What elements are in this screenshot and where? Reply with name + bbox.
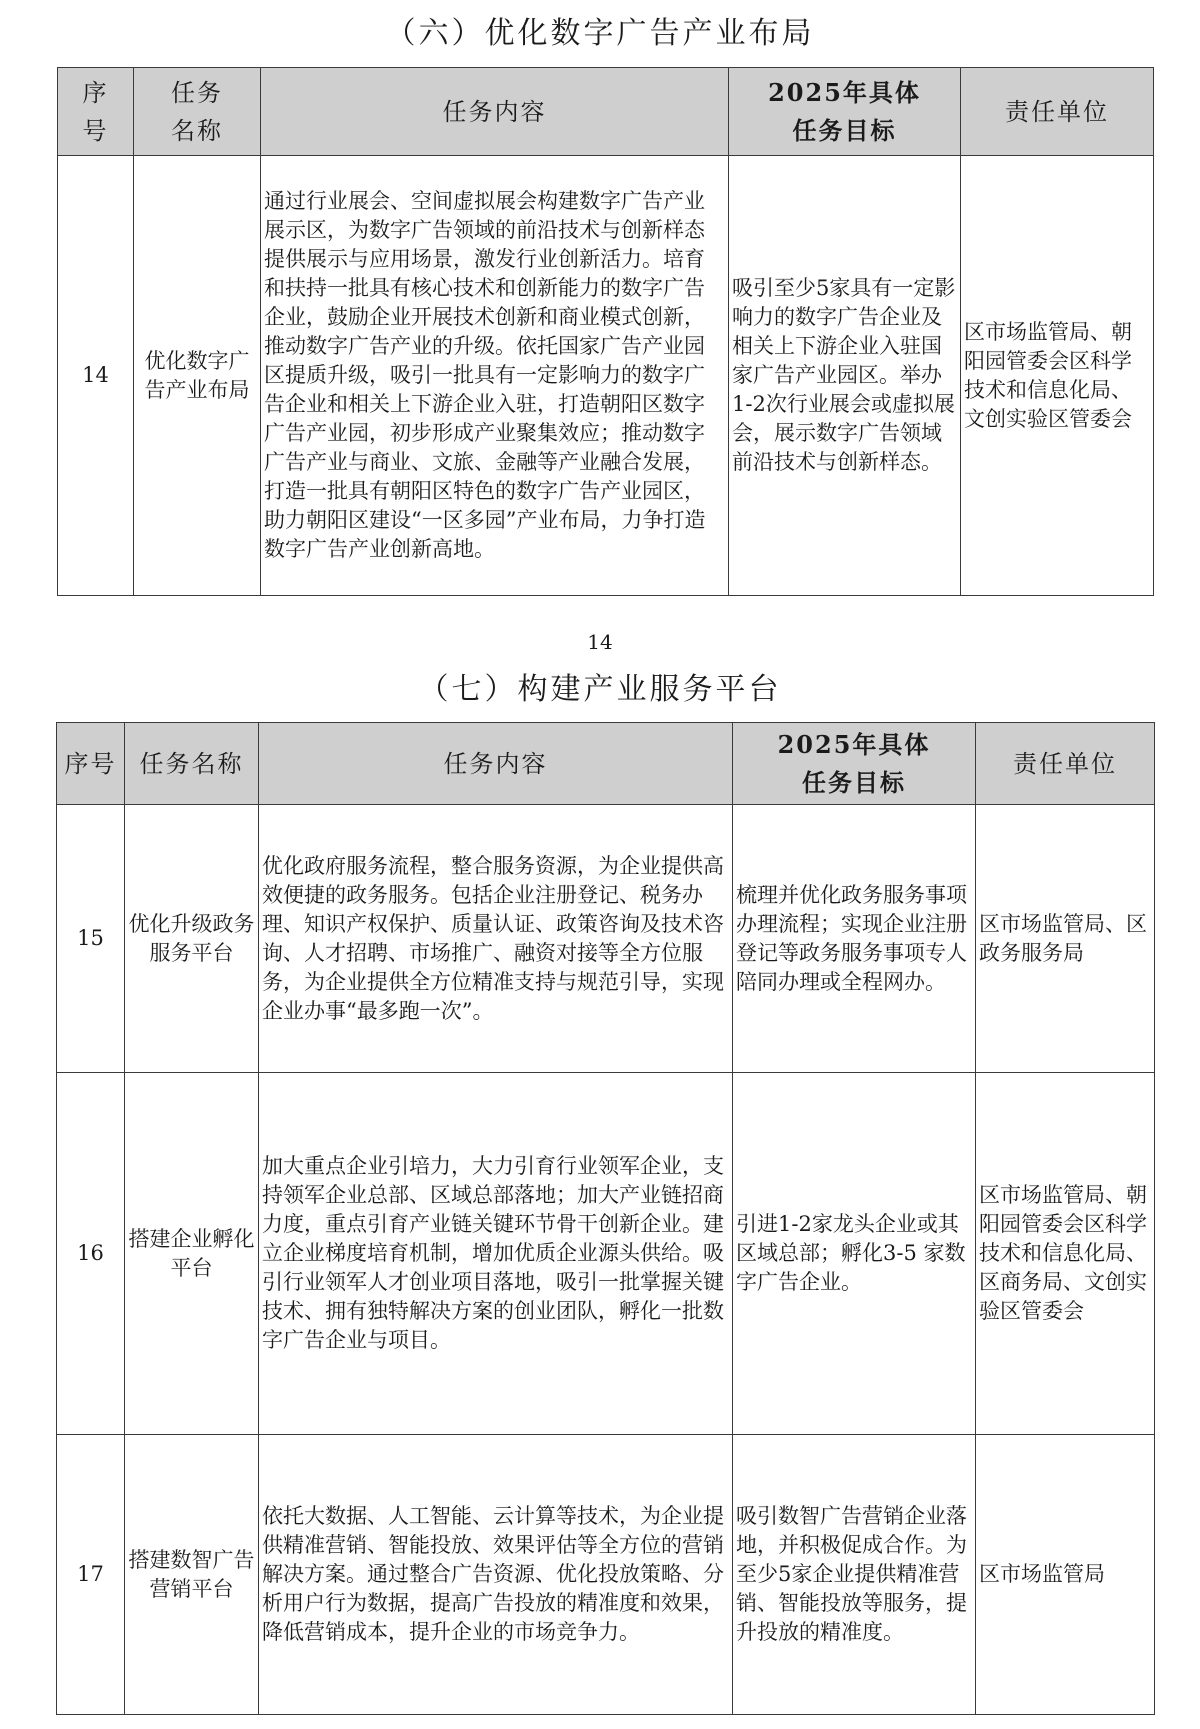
row-responsible-unit: 区市场监管局 [976,1435,1155,1715]
row-target: 吸引数智广告营销企业落地，并积极促成合作。为至少5家企业提供精准营销、智能投放等服务，提升投放的精准度。 [733,1435,976,1715]
task-table-section-6 [57,67,1154,596]
row-task-content: 通过行业展会、空间虚拟展会构建数字广告产业展示区，为数字广告领域的前沿技术与创新样态提供展示与应用场景，激发行业创新活力。培育和扶持一批具有核心技术和创新能力的数字广告企业，鼓励企业开展技术创新和商业模式创新，推动数字广告产业的升级。依托国家广告产业园区提质升级，吸引一批具有一定影响力的数字广告企业和相关上下游企业入驻，打造朝阳区数字广告产业园，初步形成产业聚集效应；推动数字广告产业与商业、文旅、金融等产业融合发展，打造一批具有朝阳区特色的数字广告产业园区，助力朝阳区建设“一区多园”产业布局，力争打造数字广告产业创新高地。 [261,156,729,596]
table-row [57,805,1155,1073]
header-target: 2025年具体 任务目标 [733,723,976,805]
row-task-content: 优化政府服务流程，整合服务资源，为企业提供高效便捷的政务服务。包括企业注册登记、税务办理、知识产权保护、质量认证、政策咨询及技术咨询、人才招聘、市场推广、融资对接等全方位服务，为企业提供全方位精准支持与规范引导，实现企业办事“最多跑一次”。 [259,805,733,1073]
section-title-6: （六）优化数字广告产业布局 [385,16,815,51]
section-title-7: （七）构建产业服务平台 [418,672,782,707]
row-task-name: 优化数字广告产业布局 [134,156,261,596]
row-task-name: 搭建数智广告营销平台 [125,1435,259,1715]
header-task-content: 任务内容 [259,723,733,805]
header-number: 序 号 [58,68,134,156]
header-task-name: 任务 名称 [134,68,261,156]
row-target: 梳理并优化政务服务事项办理流程；实现企业注册登记等政务服务事项专人陪同办理或全程网办。 [733,805,976,1073]
table-row [58,156,1154,596]
table-header-row [58,68,1154,156]
table-header-row [57,723,1155,805]
row-target: 吸引至少5家具有一定影响力的数字广告企业及相关上下游企业入驻国家广告产业园区。举办1-2次行业展会或虚拟展会，展示数字广告领域前沿技术与创新样态。 [729,156,961,596]
row-task-content: 依托大数据、人工智能、云计算等技术，为企业提供精准营销、智能投放、效果评估等全方位的营销解决方案。通过整合广告资源、优化投放策略、分析用户行为数据，提高广告投放的精准度和效果，降低营销成本，提升企业的市场竞争力。 [259,1435,733,1715]
header-number: 序号 [57,723,125,805]
row-responsible-unit: 区市场监管局、朝阳园管委会区科学技术和信息化局、区商务局、文创实验区管委会 [976,1073,1155,1435]
table-row [57,1435,1155,1715]
row-responsible-unit: 区市场监管局、朝阳园管委会区科学技术和信息化局、文创实验区管委会 [961,156,1154,596]
row-number: 17 [57,1435,125,1715]
row-number: 14 [58,156,134,596]
header-task-name: 任务名称 [125,723,259,805]
row-task-content: 加大重点企业引培力，大力引育行业领军企业，支持领军企业总部、区域总部落地；加大产业链招商力度，重点引育产业链关键环节骨干创新企业。建立企业梯度培育机制，增加优质企业源头供给。吸引行业领军人才创业项目落地，吸引一批掌握关键技术、拥有独特解决方案的创业团队，孵化一批数字广告企业与项目。 [259,1073,733,1435]
row-task-name: 优化升级政务服务平台 [125,805,259,1073]
row-responsible-unit: 区市场监管局、区政务服务局 [976,805,1155,1073]
row-number: 15 [57,805,125,1073]
row-target: 引进1-2家龙头企业或其区域总部；孵化3-5 家数字广告企业。 [733,1073,976,1435]
task-table-section-7 [56,722,1155,1715]
row-number: 16 [57,1073,125,1435]
header-responsible-unit: 责任单位 [976,723,1155,805]
header-responsible-unit: 责任单位 [961,68,1154,156]
row-task-name: 搭建企业孵化平台 [125,1073,259,1435]
header-target: 2025年具体 任务目标 [729,68,961,156]
header-task-content: 任务内容 [261,68,729,156]
table-row [57,1073,1155,1435]
page-number: 14 [587,630,613,654]
